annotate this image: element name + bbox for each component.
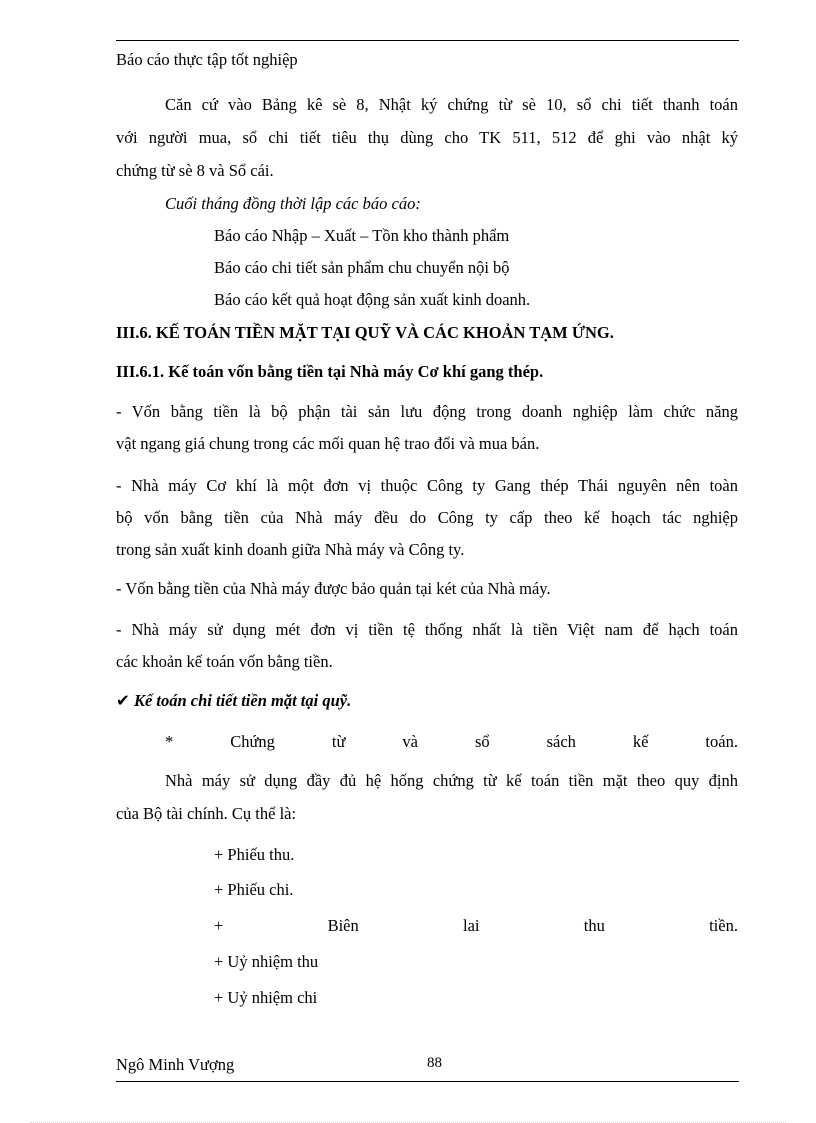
bullet-line: - Vốn bằng tiền của Nhà máy được bảo quản tại két của Nhà máy. (116, 579, 551, 598)
checkmark-heading (116, 691, 351, 711)
paragraph-line: Căn cứ vào Bảng kê sè 8, Nhật ký chứng từ sè 10, sổ chi tiết thanh toán (165, 95, 738, 114)
checkmark-icon: ✔ (116, 691, 130, 710)
word: toán. (705, 732, 738, 751)
word: tiền. (709, 916, 738, 935)
word: sách (546, 732, 576, 751)
header-rule (116, 40, 739, 41)
footer-rule (116, 1081, 739, 1082)
word: kế (632, 732, 649, 751)
paragraph-line: Nhà máy sử dụng đầy đủ hệ hống chứng từ kế toán tiền mặt theo quy định (165, 771, 738, 790)
footer-author: Ngô Minh Vượng (116, 1055, 235, 1074)
bullet-line: các khoản kế toán vốn bằng tiền. (116, 652, 333, 671)
subsection-heading: III.6.1. Kế toán vốn bằng tiền tại Nhà máy Cơ khí gang thép. (116, 362, 544, 381)
bullet-line: trong sản xuất kinh doanh giữa Nhà máy và Công ty. (116, 540, 465, 559)
section-heading: III.6. KẾ TOÁN TIỀN MẶT TẠI QUỸ VÀ CÁC KHOẢN TẠM ỨNG. (116, 323, 614, 342)
document-item: + Phiếu thu. (214, 845, 295, 864)
paragraph-line: với người mua, sổ chi tiết tiêu thụ dùng cho TK 511, 512 để ghi vào nhật ký (116, 128, 738, 147)
document-item: + Uỷ nhiệm chi (214, 988, 318, 1007)
header-title: Báo cáo thực tập tốt nghiệp (116, 50, 298, 69)
checkmark-heading-text: Kế toán chi tiết tiền mặt tại quỹ. (133, 691, 352, 710)
bienlai-line (214, 916, 738, 936)
paragraph-line: của Bộ tài chính. Cụ thể là: (116, 804, 297, 823)
word: + (214, 916, 224, 935)
bullet-line: - Vốn bằng tiền là bộ phận tài sản lưu động trong doanh nghiệp làm chức năng (116, 402, 738, 421)
bullet-line: - Nhà máy sử dụng mét đơn vị tiền tệ thống nhất là tiền Việt nam để hạch toán (116, 620, 738, 639)
word: sổ (474, 732, 490, 751)
word: thu (583, 916, 605, 935)
document-item: + Uỷ nhiệm thu (214, 952, 319, 971)
chungtu-line (165, 732, 738, 752)
word: và (402, 732, 418, 751)
word: * (165, 732, 174, 751)
paragraph-line: chứng từ sè 8 và Sổ cái. (116, 161, 274, 180)
page-number: 88 (427, 1055, 442, 1071)
italic-intro: Cuối tháng đồng thời lập các báo cáo: (165, 194, 421, 213)
word: từ (331, 732, 346, 751)
document-item: + Phiếu chi. (214, 880, 294, 899)
report-item: Báo cáo chi tiết sản phẩm chu chuyển nội bộ (214, 258, 510, 277)
word: Biên (327, 916, 359, 935)
bullet-line: - Nhà máy Cơ khí là một đơn vị thuộc Công ty Gang thép Thái nguyên nên toàn (116, 476, 738, 495)
word: lai (462, 916, 480, 935)
bullet-line: vật ngang giá chung trong các mối quan hệ trao đổi và mua bán. (116, 434, 540, 453)
bullet-line: bộ vốn bằng tiền của Nhà máy đều do Công ty cấp theo kế hoạch tác nghiệp (116, 508, 738, 527)
report-item: Báo cáo Nhập – Xuất – Tồn kho thành phẩm (214, 226, 510, 245)
word: Chứng (230, 732, 275, 751)
report-item: Báo cáo kết quả hoạt động sản xuất kinh doanh. (214, 290, 531, 309)
